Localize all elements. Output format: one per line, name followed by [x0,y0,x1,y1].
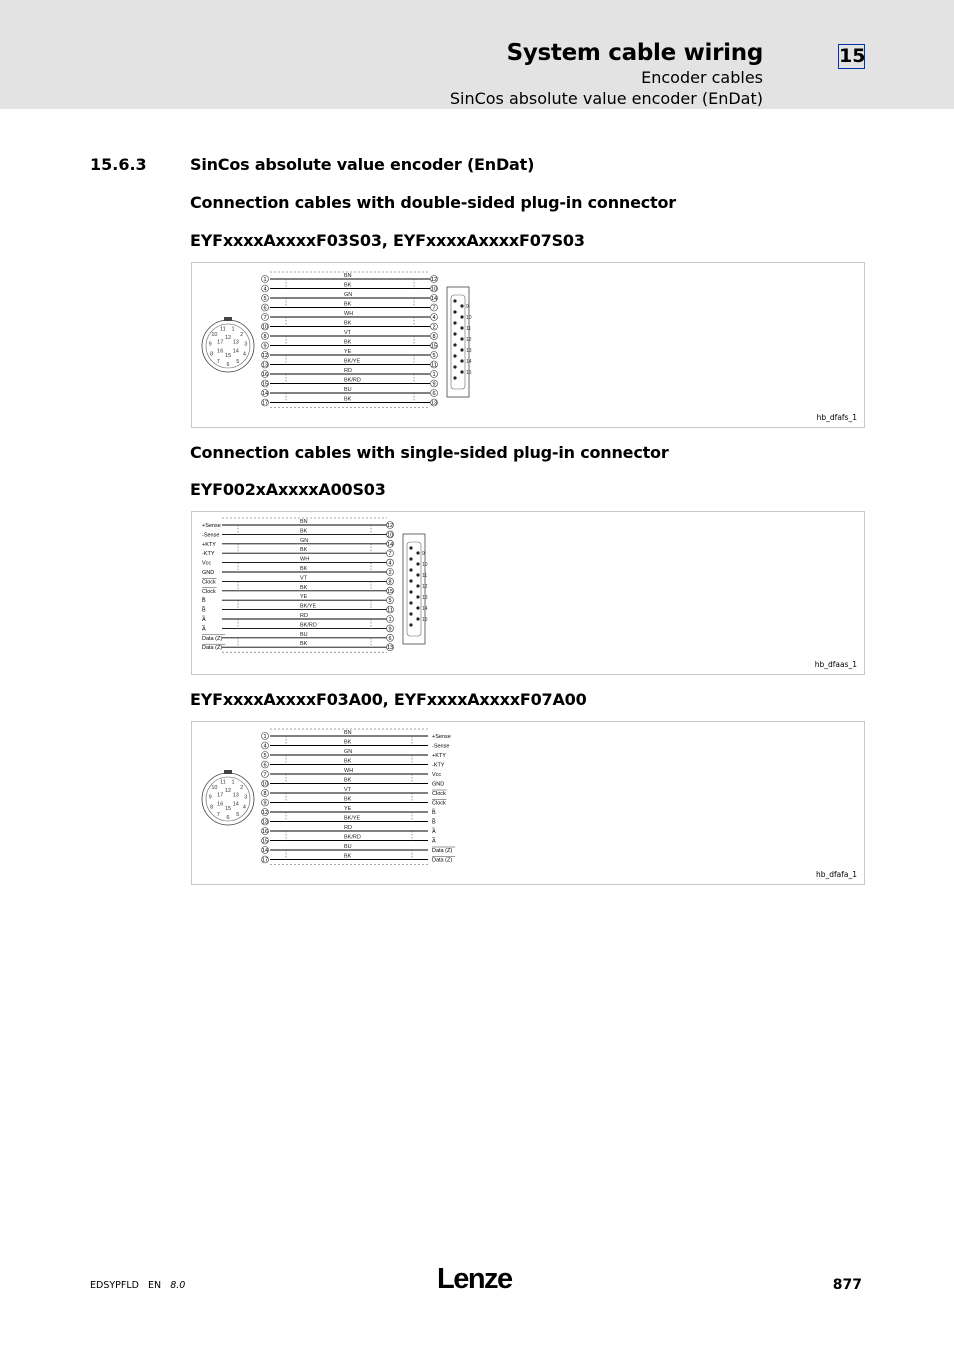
fig3-left-pin-number: 7 [263,772,267,778]
fig1-wire-color: BK [344,282,352,289]
fig1-wire-color: RD [344,368,352,374]
fig2-wire-color: BN [300,519,308,525]
fig2-right-pin-number: 8 [388,579,392,586]
fig3-wire-color: VT [344,787,352,793]
fig1-subd-pin-label: 15 [466,370,472,376]
fig3-signal: A [432,838,436,845]
fig1-wire-color: BK/YE [344,358,361,365]
fig1-pin-label: 12 [224,335,232,341]
fig3-signal: A [432,829,436,835]
fig1-left-pin-number: 12 [261,353,269,359]
fig1-wire-color: WH [344,311,354,317]
fig3-wire-color: RD [344,825,352,831]
fig2-subd-pin [416,573,419,576]
fig1-pin-label: 17 [217,339,224,346]
fig2-signal: A [202,626,206,633]
wiring-diagram-2 [192,512,864,674]
chapter-badge: 15 [839,45,866,67]
fig1-pin-label: 16 [217,348,224,355]
fig3-pin-label: 10 [211,785,218,792]
fig2-subd-pin-label: 12 [422,584,428,590]
fig3-pin-label: 9 [208,794,212,801]
fig1-wire-color: GN [344,292,353,298]
fig2-signal: GND [202,570,215,576]
fig2-right-pin-number: 7 [388,551,392,558]
fig3-left-pin-number: 6 [263,762,267,769]
fig3-wire-color: BK [344,758,352,765]
fig3-wire-color: BK [344,796,352,803]
fig1-pin-label: 15 [224,353,232,359]
fig2-subd-pin-label: 14 [422,606,428,612]
fig1-pin-label: 1 [231,326,235,333]
fig1-subd-pin-label: 10 [466,315,472,321]
fig1-wire-color: BK [344,339,352,346]
fig1-subd-insert [451,295,465,389]
heading-double-sided: Connection cables with double-sided plug-in connector [190,193,676,212]
fig1-right-pin-number: 11 [431,362,437,369]
fig2-signal: +Sense [202,523,221,529]
fig3-wire-color: BK [344,777,352,784]
fig3-pin-label: 5 [236,812,240,819]
fig2-signal: B [202,607,206,614]
fig2-subd-pin [409,612,412,615]
fig1-connector-key [224,317,232,321]
fig1-subd-pin-label: 13 [466,348,472,354]
header-title: System cable wiring [506,40,763,66]
fig2-right-pin-number: 1 [388,617,392,623]
fig2-subd-pin [416,617,419,620]
brand-logo-text: Lenze [437,1263,512,1294]
fig1-pin-label: 8 [210,351,214,358]
fig3-pin-label: 1 [231,779,235,786]
fig1-wire-color: BN [344,273,352,279]
fig1-pin-label: 7 [216,359,220,366]
fig1-subd-pin [460,326,463,329]
footer-version: 8.0 [170,1280,186,1291]
fig2-subd-pin [416,595,419,598]
fig3-signal: -Sense [432,743,450,750]
fig2-wire-color: GN [300,537,309,544]
fig1-right-pin-number: 14 [430,296,438,302]
fig2-right-pin-number: 13 [386,645,394,652]
fig2-wire-color: WH [300,556,310,563]
fig2-signal: Clock [202,588,216,595]
fig2-subd-pin-label: 11 [422,573,428,579]
fig1-right-pin-number: 1 [432,372,436,378]
fig2-subd-insert [407,542,421,636]
fig1-wire-color: BK [344,396,352,403]
fig2-right-pin-number: 2 [388,570,392,576]
fig3-wire-color: BK/YE [344,815,361,822]
fig1-left-pin-number: 1 [263,277,267,283]
fig3-left-pin-number: 13 [261,819,269,826]
fig2-wire-color: BU [300,631,308,638]
page-number: 877 [832,1277,862,1293]
fig2-wire-color: YE [300,594,308,601]
fig1-subd-pin [453,354,456,357]
fig1-right-pin-number: 10 [430,286,438,293]
fig3-pin-label: 4 [242,804,246,811]
fig1-right-pin-number: 4 [432,315,436,321]
fig1-subd-pin [460,370,463,373]
fig3-left-pin-number: 16 [261,829,269,835]
fig3-left-pin-number: 14 [261,848,269,854]
heading-single-sided: Connection cables with single-sided plug-in connector [190,443,669,462]
fig2-signal: +KTY [202,541,216,548]
wiring-diagram-3 [192,722,864,884]
page-header [0,0,954,109]
heading-open-end-models: EYFxxxxAxxxxF03A00, EYFxxxxAxxxxF07A00 [190,690,587,709]
fig1-left-pin-number: 10 [261,324,269,331]
fig1-subd-pin [453,376,456,379]
fig3-wire-color: WH [344,768,354,774]
fig1-subd-pin [460,315,463,318]
fig1-right-pin-number: 2 [432,324,436,331]
fig3-left-pin-number: 10 [261,781,269,788]
fig1-subd-pin [460,359,463,362]
section-number: 15.6.3 [90,155,147,174]
footer-lang: EN [148,1280,162,1291]
fig1-wire-color: BK [344,301,352,308]
fig2-signal: -KTY [202,551,215,558]
fig2-wire-color: BK [300,641,308,648]
fig2-signal: Data (Z) [202,635,223,642]
fig3-wire-color: YE [344,806,352,812]
fig3-pin-label: 12 [224,788,232,794]
fig2-subd-pin [409,557,412,560]
fig2-right-pin-number: 12 [386,523,394,529]
fig3-pin-label: 15 [224,806,232,812]
fig3-wire-color: BK [344,739,352,746]
fig2-subd-pin [409,623,412,626]
fig1-pin-label: 2 [240,332,244,339]
fig1-wire-color: YE [344,349,352,355]
fig2-wire-color: BK [300,528,308,535]
fig3-signal: Data (Z) [432,848,453,854]
fig3-signal: Clock [432,791,446,797]
fig3-signal: +Sense [432,734,451,740]
fig1-pin-label: 9 [208,341,212,348]
section-title: SinCos absolute value encoder (EnDat) [190,155,535,174]
fig2-wire-color: BK/YE [300,603,317,610]
fig2-right-pin-number: 9 [388,626,392,633]
fig3-pin-label: 6 [226,815,230,821]
fig2-signal: -Sense [202,532,220,539]
fig2-right-pin-number: 5 [388,598,392,605]
brand-logo [437,1262,517,1294]
fig2-signal: Clock [202,579,216,586]
fig1-left-pin-number: 16 [261,372,269,378]
fig3-signal: Clock [432,800,446,807]
fig1-left-pin-number: 4 [263,286,267,293]
header-subtitle-1: Encoder cables [641,68,763,87]
fig2-signal: Data (Z) [202,645,223,652]
fig2-subd-pin-label: 9 [422,551,425,557]
fig1-subd-pin [460,348,463,351]
fig1-left-pin-number: 9 [263,343,267,350]
fig1-right-pin-number: 8 [432,334,436,340]
fig2-subd-pin-label: 10 [422,562,428,568]
fig2-wire-color: BK [300,584,308,591]
fig3-left-pin-number: 5 [263,753,267,759]
fig3-pin-label: 14 [232,801,239,808]
fig1-wire-color: BK [344,320,352,327]
fig3-left-pin-number: 9 [263,800,267,807]
fig2-subd-pin [409,590,412,593]
fig2-wire-color: BK/RD [300,622,317,629]
fig3-signal: Vcc [432,772,442,778]
fig2-subd-pin [416,584,419,587]
fig3-pin-label: 8 [210,804,214,811]
fig1-left-pin-number: 6 [263,305,267,312]
fig2-subd-pin [409,601,412,604]
fig1-left-pin-number: 13 [261,362,269,369]
fig1-right-pin-number: 12 [430,277,438,283]
fig1-pin-label: 11 [220,326,226,333]
fig3-pin-label: 13 [232,792,239,799]
fig2-subd-pin [409,579,412,582]
fig2-signal: A [202,617,206,623]
fig3-pin-label: 17 [217,792,224,799]
fig2-right-pin-number: 4 [388,560,392,567]
fig1-subd-pin [453,332,456,335]
fig3-signal: -KTY [432,762,445,769]
fig3-wire-color: BK [344,853,352,860]
fig1-left-pin-number: 17 [261,400,269,407]
fig3-signal: GND [432,781,445,788]
fig3-signal: B [432,819,436,826]
fig3-signal: +KTY [432,753,446,759]
fig1-wire-color: VT [344,330,352,336]
fig2-signal: Vcc [202,560,212,567]
fig2-subd-pin [409,568,412,571]
fig2-subd-pin-label: 15 [422,617,428,623]
fig1-left-pin-number: 5 [263,296,267,302]
fig2-signal: B [202,598,206,605]
fig1-subd-pin-label: 14 [466,359,472,365]
fig3-signal: Data (Z) [432,857,453,864]
fig3-pin-label: 2 [240,785,244,792]
wiring-diagram-1 [192,263,864,427]
fig3-wire-color: GN [344,749,353,755]
fig2-subd-pin [416,551,419,554]
fig1-subd-pin [453,310,456,313]
fig1-subd-pin [460,337,463,340]
fig1-right-pin-number: 7 [432,305,436,312]
fig1-right-pin-number: 15 [430,343,438,350]
fig3-pin-label: 7 [216,812,220,819]
figure-double-sided-wiring [191,262,865,428]
fig1-subd-pin [453,365,456,368]
fig1-left-pin-number: 14 [261,391,269,397]
fig1-subd-pin [460,304,463,307]
fig3-left-pin-number: 12 [261,810,269,816]
fig1-subd-pin-label: 12 [466,337,472,343]
fig1-subd-pin [453,321,456,324]
figure-ref-2: hb_dfaas_1 [814,660,857,669]
fig2-wire-color: VT [300,575,308,582]
fig1-pin-label: 14 [232,348,239,355]
fig1-wire-color: BK/RD [344,377,361,384]
fig1-pin-label: 13 [232,339,239,346]
fig3-left-pin-number: 17 [261,857,269,864]
fig3-wire-color: BN [344,730,352,736]
fig2-wire-color: RD [300,613,308,619]
fig2-right-pin-number: 14 [386,541,394,548]
fig2-subd-pin [416,562,419,565]
heading-double-sided-models: EYFxxxxAxxxxF03S03, EYFxxxxAxxxxF07S03 [190,231,585,250]
fig2-right-pin-number: 11 [387,607,393,614]
fig1-pin-label: 4 [242,351,246,358]
fig3-connector-key [224,770,232,774]
heading-single-sided-models: EYF002xAxxxxA00S03 [190,480,386,499]
fig1-pin-label: 5 [236,359,240,366]
fig1-right-pin-number: 9 [432,381,436,388]
fig1-pin-label: 6 [226,362,230,368]
fig1-right-pin-number: 13 [430,400,438,407]
fig1-right-pin-number: 6 [432,391,436,397]
fig2-right-pin-number: 15 [386,588,394,595]
fig3-left-pin-number: 15 [261,838,269,845]
figure-ref-3: hb_dfafa_1 [815,870,857,879]
fig3-pin-label: 16 [217,801,224,808]
footer-doc: EDSYPFLD [90,1280,139,1291]
fig1-subd-pin-label: 11 [466,326,472,332]
fig3-pin-label: 3 [244,794,248,801]
fig1-pin-label: 3 [244,341,248,348]
fig2-right-pin-number: 10 [386,532,394,539]
fig2-subd-pin-label: 13 [422,595,428,601]
header-subtitle-2: SinCos absolute value encoder (EnDat) [449,89,763,108]
fig1-subd-pin [453,343,456,346]
fig2-subd-pin [409,546,412,549]
fig1-subd-pin [453,299,456,302]
figure-ref-1: hb_dfafs_1 [816,413,857,422]
fig2-subd-pin [416,606,419,609]
fig3-signal: B [432,810,436,816]
fig3-left-pin-number: 1 [263,734,267,740]
figure-open-end-wiring [191,721,865,885]
fig1-wire-color: BU [344,387,352,393]
fig3-left-pin-number: 4 [263,743,267,750]
fig1-left-pin-number: 8 [263,334,267,340]
fig3-wire-color: BU [344,844,352,850]
fig3-pin-label: 11 [220,779,226,786]
fig1-subd-pin-label: 9 [466,304,469,310]
fig1-pin-label: 10 [211,332,218,339]
fig2-wire-color: BK [300,547,308,554]
fig3-left-pin-number: 8 [263,791,267,797]
fig3-wire-color: BK/RD [344,834,361,841]
fig2-right-pin-number: 6 [388,635,392,642]
fig2-wire-color: BK [300,566,308,572]
fig1-left-pin-number: 7 [263,315,267,321]
footer-doc-id [90,1280,185,1291]
fig1-right-pin-number: 5 [432,353,436,359]
figure-single-sided-wiring [191,511,865,675]
fig1-left-pin-number: 15 [261,381,269,388]
